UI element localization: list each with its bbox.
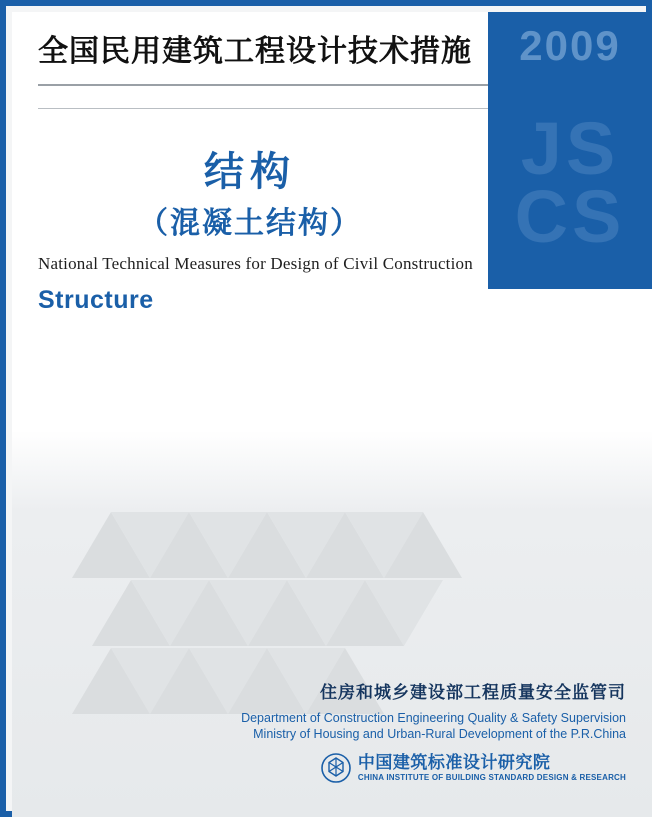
series-title-en: National Technical Measures for Design of Civil Construction: [38, 254, 473, 273]
hexagon-lattice-icon: [321, 753, 351, 783]
series-code-line-2: CS: [514, 175, 626, 258]
publisher-name: [358, 754, 626, 783]
volume-title-en: Structure: [38, 286, 154, 314]
series-code: [488, 107, 652, 258]
divider-top: [38, 84, 488, 86]
cover-page: [12, 12, 652, 817]
issuing-department-en-line2: Ministry of Housing and Urban-Rural Development of the P.R.China: [253, 727, 626, 741]
series-title-cn: 全国民用建筑工程设计技术措施: [38, 34, 472, 69]
publisher-block: [321, 753, 626, 783]
edition-year: 2009: [519, 22, 621, 69]
publisher-name-en: CHINA INSTITUTE OF BUILDING STANDARD DESIGN & RESEARCH: [357, 772, 626, 782]
issuing-department-cn: 住房和城乡建设部工程质量安全监管司: [320, 683, 626, 703]
publisher-name-cn: 中国建筑标准设计研究院: [357, 752, 551, 773]
volume-title-cn: 结构: [204, 149, 296, 195]
series-band: [488, 12, 652, 289]
series-code-line-1: JS: [520, 107, 620, 190]
top-title-area: [12, 12, 488, 84]
issuing-department-en-line1: Department of Construction Engineering Quality & Safety Supervision: [241, 711, 626, 725]
divider-secondary: [38, 108, 488, 109]
volume-subtitle-cn: （混凝土结构）: [138, 206, 362, 241]
